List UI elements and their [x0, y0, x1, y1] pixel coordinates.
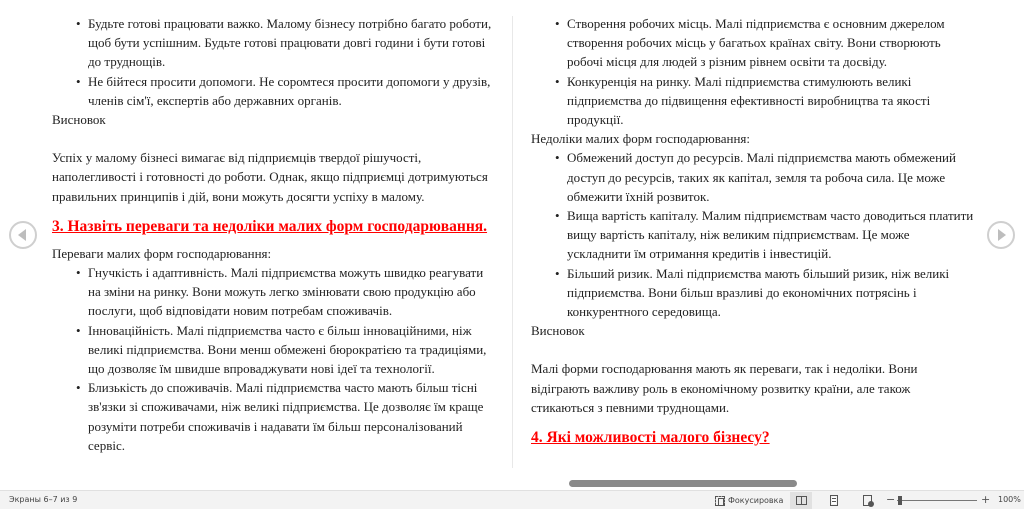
zoom-level[interactable]: 100%: [998, 495, 1021, 504]
conclusion-label: Висновок: [52, 112, 106, 128]
page-icon: [830, 495, 838, 506]
zoom-out-button[interactable]: −: [886, 493, 896, 506]
right-page: [531, 14, 976, 455]
focus-label: Фокусировка: [728, 496, 784, 505]
bullet-icon: •: [555, 16, 560, 31]
chevron-left-icon: [18, 229, 26, 241]
section-heading: 3. Назвіть переваги та недоліки малих форм господарювання.: [52, 217, 488, 235]
focus-icon: [715, 496, 725, 506]
zoom-slider[interactable]: [897, 500, 977, 501]
zoom-in-button[interactable]: +: [981, 493, 991, 506]
screen-counter: Экраны 6–7 из 9: [9, 495, 78, 504]
list-item: • Не бійтеся просити допомоги. Не соромтеся просити допомоги у друзів, членів сім'ї, експертів або державних органів.: [76, 73, 491, 108]
zoom-slider-thumb[interactable]: [898, 496, 902, 505]
bullet-icon: •: [76, 265, 81, 281]
conclusion-label: Висновок: [531, 323, 585, 339]
section-heading: 4. Які можливості малого бізнесу?: [531, 429, 770, 447]
list-item: • Конкуренція на ринку. Малі підприємства стимулюють великі підприємства до підвищення ефективності виробництва та якості продукції.: [555, 73, 931, 128]
list-item: • Гнучкість і адаптивність. Малі підприємства можуть швидко реагувати на зміни на ринку. Вони можуть легко змінювати свою продукцію або послуги, щоб відповідати новим потребам споживачів.: [76, 265, 484, 319]
next-screen-button[interactable]: [987, 221, 1015, 249]
bullet-icon: •: [555, 208, 560, 224]
list-item: • Обмежений доступ до ресурсів. Малі підприємства мають обмежений доступ до ресурсів, таких як капітал, земля та робоча сила. Це може обмежити їхній розвиток.: [555, 150, 956, 204]
web-icon: [863, 495, 872, 506]
web-layout-button[interactable]: [856, 492, 878, 509]
focus-mode-button[interactable]: [713, 493, 785, 508]
paragraph: Малі форми господарювання мають як переваги, так і недоліки. Вони відіграють важливу роль в економічному розвитку країни, але також стикаються з певними труднощами.: [531, 361, 918, 415]
bullet-icon: •: [76, 380, 81, 396]
list-item: • Більший ризик. Малі підприємства мають більший ризик, ніж великі підприємства. Вони більш вразливі до економічних потрясінь і конкурентного середовища.: [555, 265, 950, 320]
list-item: • Близькість до споживачів. Малі підприємства часто мають більш тісні зв'язки зі споживачами, ніж великі підприємства. Це дозволяє їм краще розуміти потреби споживачів і надавати їм більш персоналізований сервіс.: [76, 380, 484, 453]
list-item: • Вища вартість капіталу. Малим підприємствам часто доводиться платити вищу вартість капіталу, ніж великим підприємствам. Це може ускладнити їм отримання кредитів і інвестицій.: [555, 208, 974, 262]
print-layout-button[interactable]: [823, 492, 845, 509]
bullet-icon: •: [555, 265, 560, 281]
page-divider: [512, 16, 513, 468]
list-item: • Будьте готові працювати важко. Малому бізнесу потрібно багато роботи, щоб бути успішним. Будьте готові працювати довгі години і бути готові до труднощів.: [76, 16, 492, 70]
bullet-icon: •: [76, 73, 81, 89]
list-item: • Створення робочих місць. Малі підприємства є основним джерелом створення робочих місць у багатьох країнах світу. Вони створюють робочі місця для людей з різним рівнем освіти та досвіду.: [555, 16, 945, 70]
previous-screen-button[interactable]: [9, 221, 37, 249]
list-item: • Інноваційність. Малі підприємства часто є більш інноваційними, ніж великі підприємства. Вони менш обмежені бюрократією та традиціями, що дозволяє їм швидше впроваджувати нові ідеї та технології.: [76, 322, 487, 377]
subheading: Переваги малих форм господарювання:: [52, 245, 272, 261]
chevron-right-icon: [998, 229, 1006, 241]
bullet-icon: •: [76, 322, 81, 338]
left-page: [52, 14, 497, 455]
paragraph: Успіх у малому бізнесі вимагає від підприємців твердої рішучості, наполегливості і готовності до роботи. Однак, якщо підприємці дотримуються правильних принципів і дій, вони можуть досягти успіху в малому.: [52, 150, 488, 204]
bullet-icon: •: [555, 150, 560, 166]
horizontal-scrollbar[interactable]: [569, 480, 797, 487]
read-mode-button[interactable]: [790, 492, 812, 509]
bullet-icon: •: [76, 16, 81, 31]
status-bar: [0, 490, 1024, 509]
subheading: Недоліки малих форм господарювання:: [531, 131, 750, 147]
bullet-icon: •: [555, 73, 560, 89]
book-icon: [796, 496, 807, 505]
